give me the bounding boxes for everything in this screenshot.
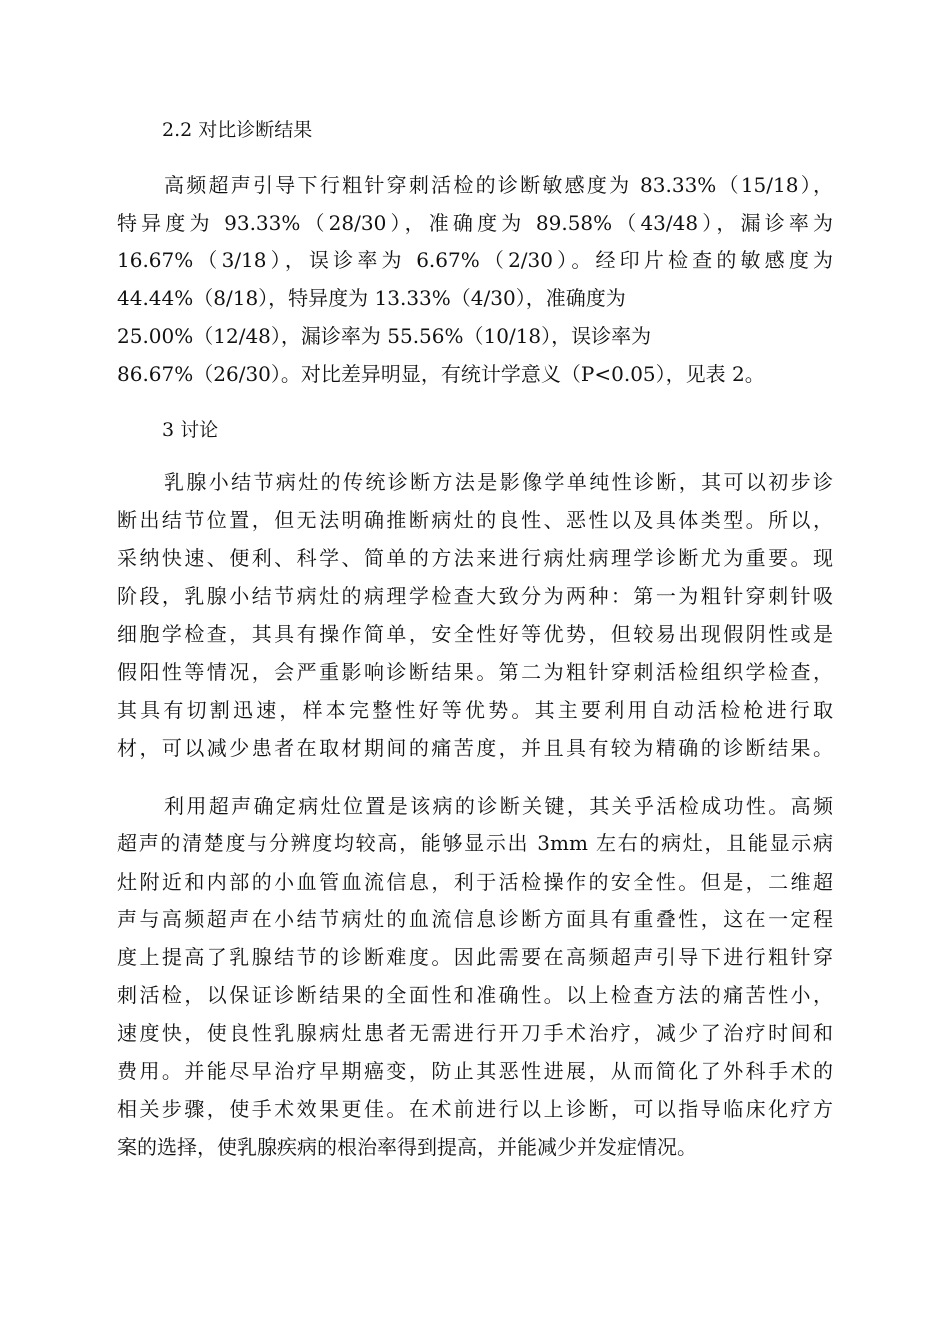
paragraph-line: 断出结节位置，但无法明确推断病灶的良性、恶性以及具体类型。所以， [117,508,833,532]
paragraph-line: 灶附近和内部的小血管血流信息，利于活检操作的安全性。但是，二维超 [117,870,833,894]
paragraph-line: 16.67%（3/18），误诊率为 6.67%（2/30）。经印片检查的敏感度为 [117,248,833,272]
paragraph-line: 假阳性等情况，会严重影响诊断结果。第二为粗针穿刺活检组织学检查， [117,660,833,684]
paragraph-line: 度上提高了乳腺结节的诊断难度。因此需要在高频超声引导下进行粗针穿 [117,945,833,969]
paragraph-line: 利用超声确定病灶位置是该病的诊断关键，其关乎活检成功性。高频 [164,794,833,818]
paragraph-line: 其具有切割迅速，样本完整性好等优势。其主要利用自动活检枪进行取 [117,698,833,722]
paragraph-line: 费用。并能尽早治疗早期癌变，防止其恶性进展，从而简化了外科手术的 [117,1059,833,1083]
paragraph-line: 材，可以减少患者在取材期间的痛苦度，并且具有较为精确的诊断结果。 [117,736,833,760]
paragraph-line: 速度快，使良性乳腺病灶患者无需进行开刀手术治疗，减少了治疗时间和 [117,1021,833,1045]
paragraph-line: 特异度为 93.33%（28/30），准确度为 89.58%（43/48），漏诊率为 [117,211,833,235]
paragraph-line: 声与高频超声在小结节病灶的血流信息诊断方面具有重叠性，这在一定程 [117,907,833,931]
paragraph-line: 相关步骤，使手术效果更佳。在术前进行以上诊断，可以指导临床化疗方 [117,1097,833,1121]
section-heading-2-2: 2.2 对比诊断结果 [162,119,313,141]
paragraph-line: 采纳快速、便利、科学、简单的方法来进行病灶病理学诊断尤为重要。现 [117,546,833,570]
paragraph-line: 25.00%（12/48），漏诊率为 55.56%（10/18），误诊率为 [117,324,652,348]
paragraph-line: 86.67%（26/30）。对比差异明显，有统计学意义（P<0.05），见表 2。 [117,362,765,386]
paragraph-line: 刺活检，以保证诊断结果的全面性和准确性。以上检查方法的痛苦性小， [117,983,833,1007]
paragraph-line: 细胞学检查，其具有操作简单，安全性好等优势，但较易出现假阴性或是 [117,622,833,646]
paragraph-line: 乳腺小结节病灶的传统诊断方法是影像学单纯性诊断，其可以初步诊 [164,470,833,494]
paragraph-line: 阶段，乳腺小结节病灶的病理学检查大致分为两种：第一为粗针穿刺针吸 [117,584,833,608]
paragraph-line: 高频超声引导下行粗针穿刺活检的诊断敏感度为 83.33%（15/18）， [164,173,833,197]
section-heading-3: 3 讨论 [162,419,219,441]
paragraph-line: 44.44%（8/18），特异度为 13.33%（4/30），准确度为 [117,286,626,310]
paragraph-line: 超声的清楚度与分辨度均较高，能够显示出 3mm 左右的病灶，且能显示病 [117,831,833,855]
paragraph-line: 案的选择，使乳腺疾病的根治率得到提高，并能减少并发症情况。 [117,1135,697,1159]
